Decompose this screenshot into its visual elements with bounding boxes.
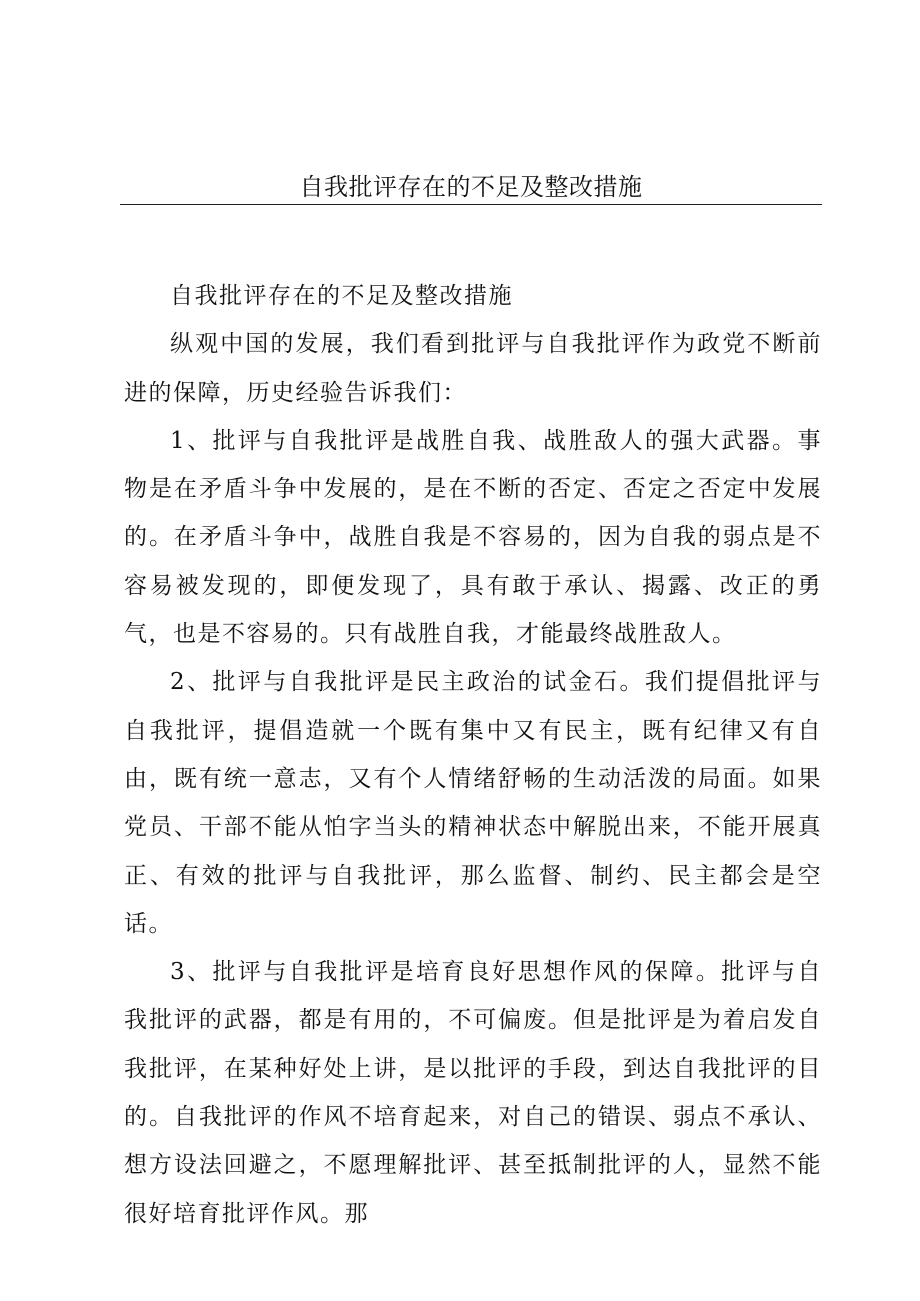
paragraph-intro: 纵观中国的发展，我们看到批评与自我批评作为政党不断前进的保障，历史经验告诉我们： [124, 331, 822, 406]
header-title: 自我批评存在的不足及整改措施 [299, 173, 643, 201]
document-header [120, 168, 822, 205]
document-body [124, 272, 822, 1238]
paragraph-point-3: 3、批评与自我批评是培育良好思想作风的保障。批评与自我批评的武器，都是有用的，不可偏废。但是批评是为着启发自我批评，在某种好处上讲，是以批评的手段，到达自我批评的目的。自我批评的作风不培育起来，对自己的错误、弱点不承认、想方设法回避之，不愿理解批评、甚至抵制批评的人，显然不能很好培育批评作风。那 [124, 959, 822, 1227]
body-subtitle: 自我批评存在的不足及整改措施 [170, 283, 513, 309]
paragraph-point-1: 1、批评与自我批评是战胜自我、战胜敌人的强大武器。事物是在矛盾斗争中发展的，是在不断的否定、否定之否定中发展的。在矛盾斗争中，战胜自我是不容易的，因为自我的弱点是不容易被发现的，即便发现了，具有敢于承认、揭露、改正的勇气，也是不容易的。只有战胜自我，才能最终战胜敌人。 [124, 427, 822, 648]
paragraph-point-2: 2、批评与自我批评是民主政治的试金石。我们提倡批评与自我批评，提倡造就一个既有集中又有民主，既有纪律又有自由，既有统一意志，又有个人情绪舒畅的生动活泼的局面。如果党员、干部不能从怕字当头的精神状态中解脱出来，不能开展真正、有效的批评与自我批评，那么监督、制约、民主都会是空话。 [124, 669, 822, 937]
